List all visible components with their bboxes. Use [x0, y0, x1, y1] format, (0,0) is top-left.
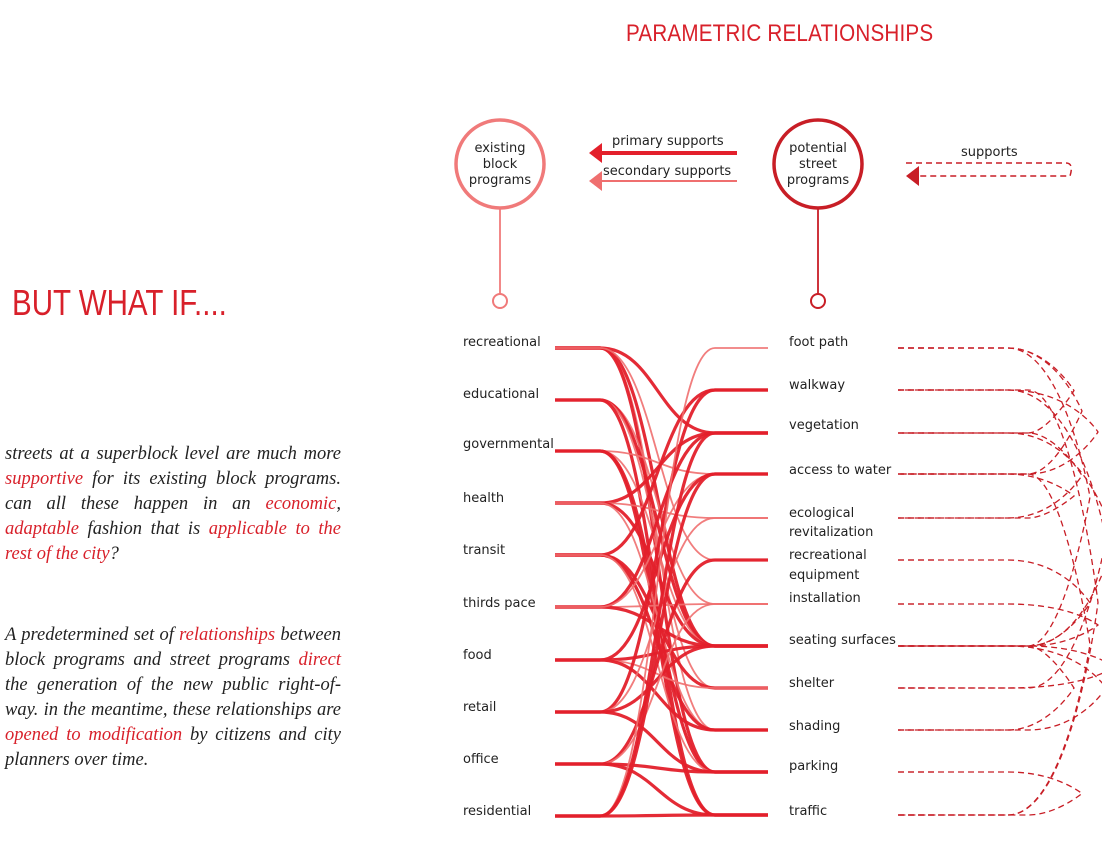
paragraph1-highlight: adaptable [5, 519, 79, 539]
supports-legend-loop [906, 163, 1071, 176]
primary-support-link [555, 815, 768, 816]
existing-block-programs-node-label: programs [468, 173, 532, 188]
street-support-loop [898, 390, 1102, 688]
potential-street-programs-node-anchor [811, 294, 825, 308]
paragraph2-text: the generation of the new public right-of-way. in the meantime, these relationships are [5, 675, 341, 720]
potential-street-programs-node-label: programs [786, 173, 850, 188]
street-program-label: parking [789, 759, 839, 774]
block-program-label: office [463, 752, 499, 767]
paragraph1-text: ? [109, 544, 119, 564]
street-support-loop [898, 474, 1090, 815]
street-support-loop [898, 390, 1098, 474]
headline: BUT WHAT IF.... [12, 282, 227, 323]
paragraph2-highlight: direct [298, 650, 341, 670]
block-program-label: thirds pace [463, 596, 536, 611]
street-support-loop [898, 348, 1090, 646]
paragraph2-text: by citizens and city planners over time. [5, 725, 341, 770]
street-support-loop [898, 348, 1082, 474]
street-support-loop [898, 560, 1090, 646]
street-support-loop [898, 772, 1082, 815]
primary-supports-arrowhead-icon [589, 143, 602, 163]
paragraph1-text: streets at a superblock level are much more [5, 444, 341, 464]
paragraph1-text: , [336, 494, 341, 514]
potential-street-programs-node-label: street [798, 157, 838, 172]
potential-street-programs-node-label: potential [789, 141, 847, 156]
street-program-label: equipment [789, 568, 860, 583]
street-program-label: traffic [789, 804, 828, 819]
block-program-label: food [463, 648, 492, 663]
block-program-label: educational [463, 387, 540, 402]
block-program-label: health [463, 491, 505, 506]
street-program-label: foot path [789, 335, 849, 350]
block-program-label: recreational [463, 335, 541, 350]
street-support-loop [898, 646, 1102, 688]
street-program-label: access to water [789, 463, 892, 478]
street-program-label: seating surfaces [789, 633, 896, 648]
block-program-label: transit [463, 543, 506, 558]
nodes-layer [456, 120, 1071, 308]
existing-block-programs-node-anchor [493, 294, 507, 308]
primary-support-link [555, 451, 768, 772]
paragraph1-highlight: applicable to the rest of the city [5, 519, 341, 564]
primary-support-link [555, 660, 768, 730]
block-program-label: residential [463, 804, 532, 819]
street-program-label: recreational [789, 548, 867, 563]
existing-block-programs-node-label: existing [474, 141, 526, 156]
paragraph1-highlight: supportive [5, 469, 84, 489]
paragraph1-text: fashion that is [79, 519, 209, 539]
paragraph2-highlight: opened to modification [5, 725, 183, 745]
street-support-loop [898, 474, 1074, 518]
street-program-label: installation [789, 591, 861, 606]
secondary-supports-arrowhead-icon [589, 171, 602, 191]
paragraph2-text: A predetermined set of [5, 625, 180, 645]
supports-arrowhead-icon [906, 166, 919, 186]
block-program-label: governmental [463, 437, 554, 452]
secondary-supports-label: secondary supports [603, 164, 732, 179]
paragraph1-text: for its existing block programs. can all these happen in an [5, 469, 341, 514]
street-program-label: shading [789, 719, 841, 734]
block-program-label: retail [463, 700, 497, 715]
supports-label: supports [961, 145, 1018, 160]
street-support-loop [898, 390, 1098, 815]
street-program-label: walkway [789, 378, 846, 393]
paragraph2-highlight: relationships [179, 625, 276, 645]
street-program-label: ecological [789, 506, 855, 521]
street-program-label: vegetation [789, 418, 859, 433]
street-program-label: shelter [789, 676, 835, 691]
existing-block-programs-node-label: block [482, 157, 518, 172]
page-title: PARAMETRIC RELATIONSHIPS [626, 20, 934, 47]
street-program-label: revitalization [789, 525, 874, 540]
street-support-loop [898, 604, 1098, 646]
links-layer [555, 348, 768, 816]
primary-supports-label: primary supports [612, 134, 724, 149]
paragraph2-text: between block programs and street programs [5, 625, 341, 670]
paragraph1-highlight: economic [265, 494, 337, 514]
street-supports-layer [898, 348, 1102, 815]
